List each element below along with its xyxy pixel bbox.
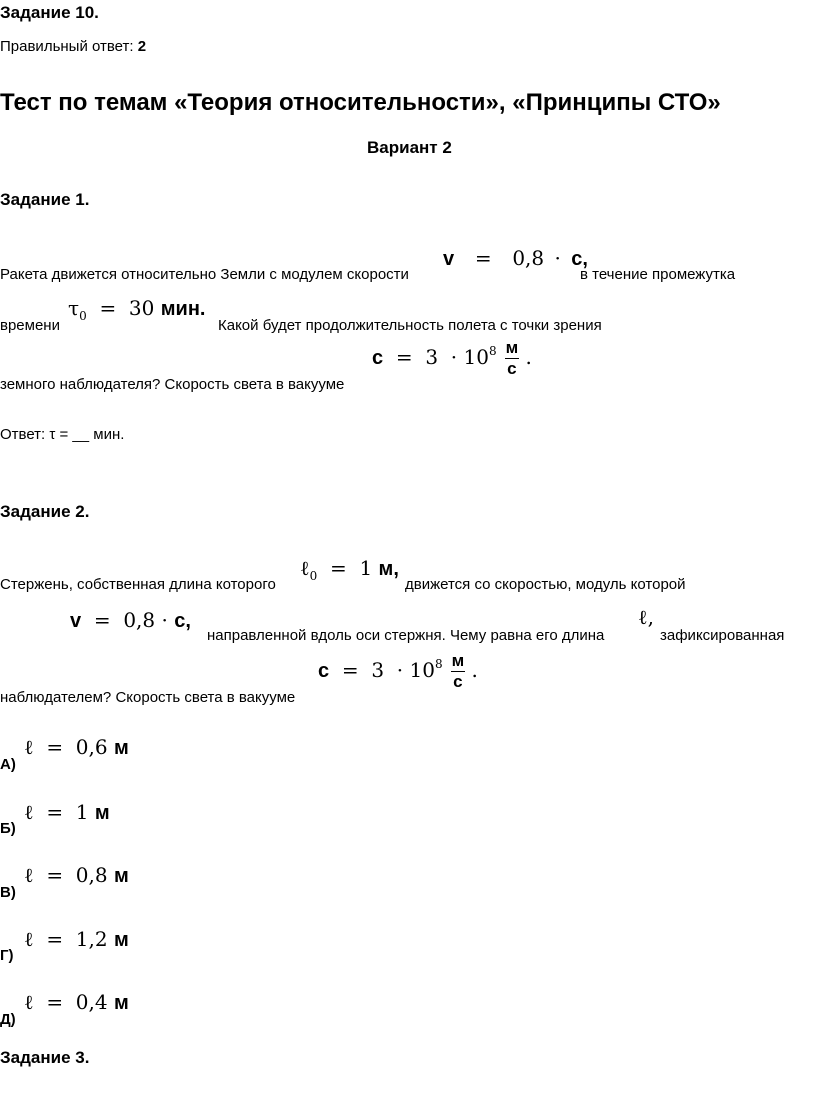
option-a-formula: ℓ = 0,6 м: [24, 735, 129, 759]
task2-text-line1: Стержень, собственная длина которого: [0, 576, 276, 593]
task2-formula-rest-length: ℓ$_0$ = 1 м,: [300, 556, 399, 583]
correct-answer-value: 2: [137, 38, 147, 55]
option-d-label: Г): [0, 947, 14, 964]
task1-text-line2: времени: [0, 317, 60, 334]
option-d-formula: ℓ = 1,2 м: [24, 927, 129, 951]
task2-formula-velocity: v = 0,8 · с,: [70, 608, 191, 632]
option-e-formula: ℓ = 0,4 м: [24, 990, 129, 1014]
task1-answer: Ответ: τ = __ мин.: [0, 426, 125, 443]
task1-text-line1-end: в течение промежутка: [580, 266, 736, 283]
task1-formula-tau: $\tau_0 = 30$ мин.: [68, 296, 206, 323]
variant-title: Вариант 2: [367, 138, 452, 157]
task2-text-line1-end: движется со скоростью, модуль которой: [405, 576, 686, 593]
task2-heading: Задание 2.: [0, 502, 90, 521]
task1-formula-velocity: v = 0,8 · с,: [443, 246, 588, 270]
task10-heading: Задание 10.: [0, 3, 99, 22]
task1-text-line1: Ракета движется относительно Земли с модулем скорости: [0, 266, 409, 283]
task3-heading: Задание 3.: [0, 1048, 90, 1067]
option-c-label: В): [0, 884, 16, 901]
task1-text-line2-end: Какой будет продолжительность полета с точки зрения: [218, 317, 602, 334]
task2-formula-length: ℓ,: [638, 605, 654, 629]
task2-formula-light-speed: $с = 3 \cdot 10^8$ $\frac{м}{с}$ .: [318, 651, 478, 691]
option-b-label: Б): [0, 820, 16, 837]
correct-answer: [0, 38, 146, 56]
task2-text-line3: наблюдателем? Скорость света в вакууме: [0, 689, 296, 706]
task1-text-line3: земного наблюдателя? Скорость света в вакууме: [0, 376, 345, 393]
task1-formula-light-speed: $с = 3 \cdot 10^8$ $\frac{м}{с}$ .: [372, 338, 532, 378]
option-e-label: Д): [0, 1011, 16, 1028]
task2-text-line2: направленной вдоль оси стержня. Чему равна его длина: [207, 627, 605, 644]
task2-text-line2-end: зафиксированная: [660, 627, 785, 644]
option-b-formula: ℓ = 1 м: [24, 800, 110, 824]
page-title: Тест по темам «Теория относительности», «Принципы СТО»: [0, 89, 721, 116]
option-a-label: А): [0, 756, 16, 773]
task1-heading: Задание 1.: [0, 190, 90, 209]
correct-answer-label: Правильный ответ:: [0, 38, 138, 55]
option-c-formula: ℓ = 0,8 м: [24, 863, 129, 887]
